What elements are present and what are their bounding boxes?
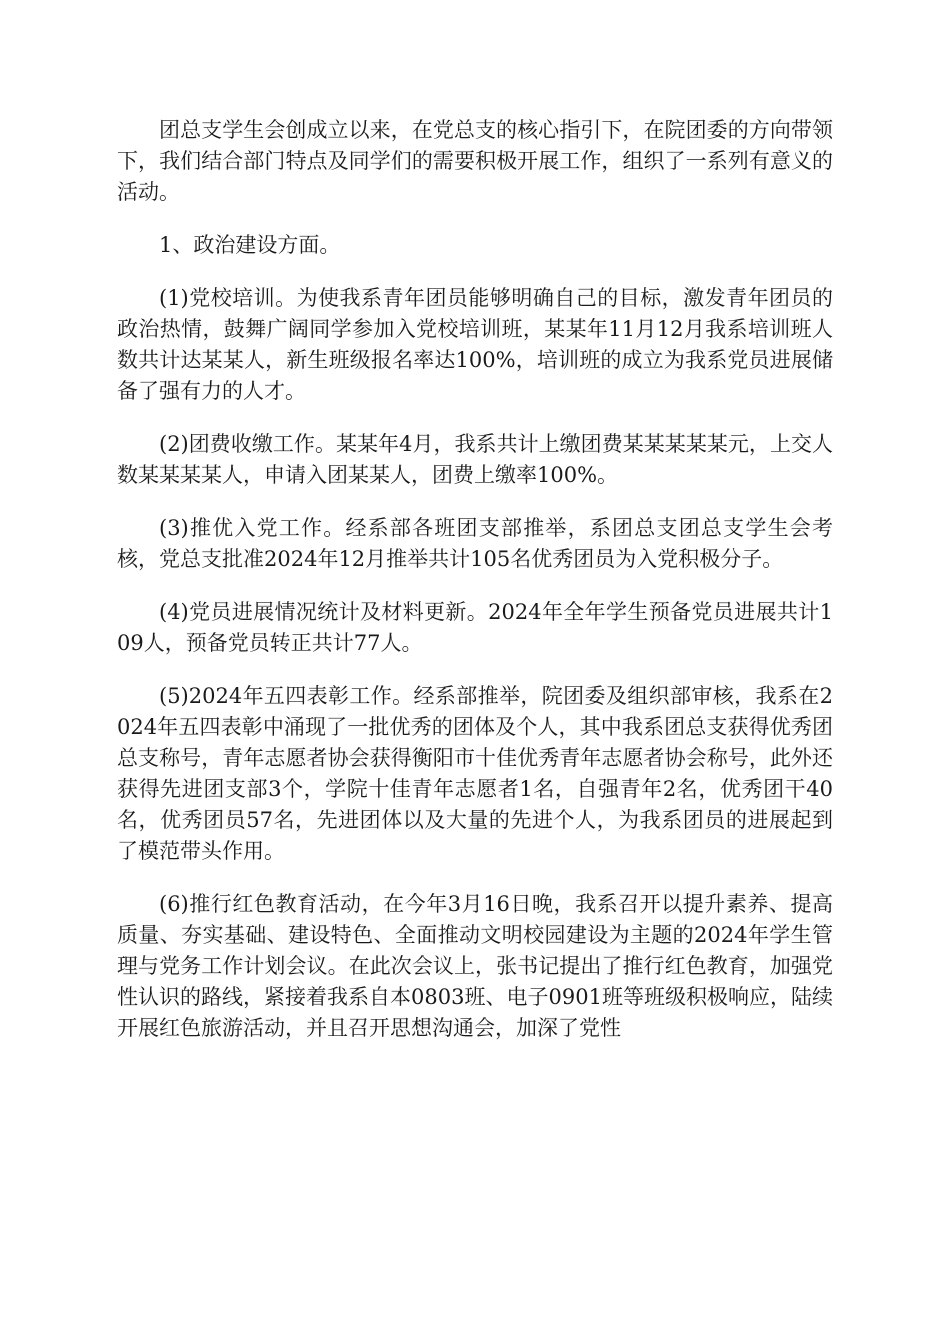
paragraph-party-school-training: (1)党校培训。为使我系青年团员能够明确自己的目标，激发青年团员的政治热情，鼓舞广阔同学参加入党校培训班，某某年11月12月我系培训班人数共计达某某人，新生班级报名率达100%，培训班的成立为我系党员进展储备了强有力的人才。 — [117, 286, 833, 403]
paragraph-intro: 团总支学生会创成立以来，在党总支的核心指引下，在院团委的方向带领下，我们结合部门特点及同学们的需要积极开展工作，组织了一系列有意义的活动。 — [117, 118, 833, 204]
paragraph-league-dues: (2)团费收缴工作。某某年4月，我系共计上缴团费某某某某某元，上交人数某某某某人，申请入团某某人，团费上缴率100%。 — [117, 432, 833, 487]
paragraph-party-recommendation: (3)推优入党工作。经系部各班团支部推举，系团总支团总支学生会考核，党总支批准2024年12月推举共计105名优秀团员为入党积极分子。 — [117, 516, 833, 571]
paragraph-may-fourth-awards: (5)2024年五四表彰工作。经系部推举，院团委及组织部审核，我系在2024年五四表彰中涌现了一批优秀的团体及个人，其中我系团总支获得优秀团总支称号，青年志愿者协会获得衡阳市十佳优秀青年志愿者协会称号，此外还获得先进团支部3个，学院十佳青年志愿者1名，自强青年2名，优秀团干40名，优秀团员57名，先进团体以及大量的先进个人，为我系团员的进展起到了模范带头作用。 — [117, 684, 833, 863]
paragraph-member-statistics: (4)党员进展情况统计及材料更新。2024年全年学生预备党员进展共计109人，预备党员转正共计77人。 — [117, 600, 833, 655]
document-body — [117, 115, 833, 1066]
paragraph-red-education: (6)推行红色教育活动，在今年3月16日晚，我系召开以提升素养、提高质量、夯实基础、建设特色、全面推动文明校园建设为主题的2024年学生管理与党务工作计划会议。在此次会议上，张书记提出了推行红色教育，加强党性认识的路线，紧接着我系自本0803班、电子0901班等班级积极响应，陆续开展红色旅游活动，并且召开思想沟通会，加深了党性 — [117, 892, 833, 1040]
section-heading-political: 1、政治建设方面。 — [159, 233, 341, 257]
